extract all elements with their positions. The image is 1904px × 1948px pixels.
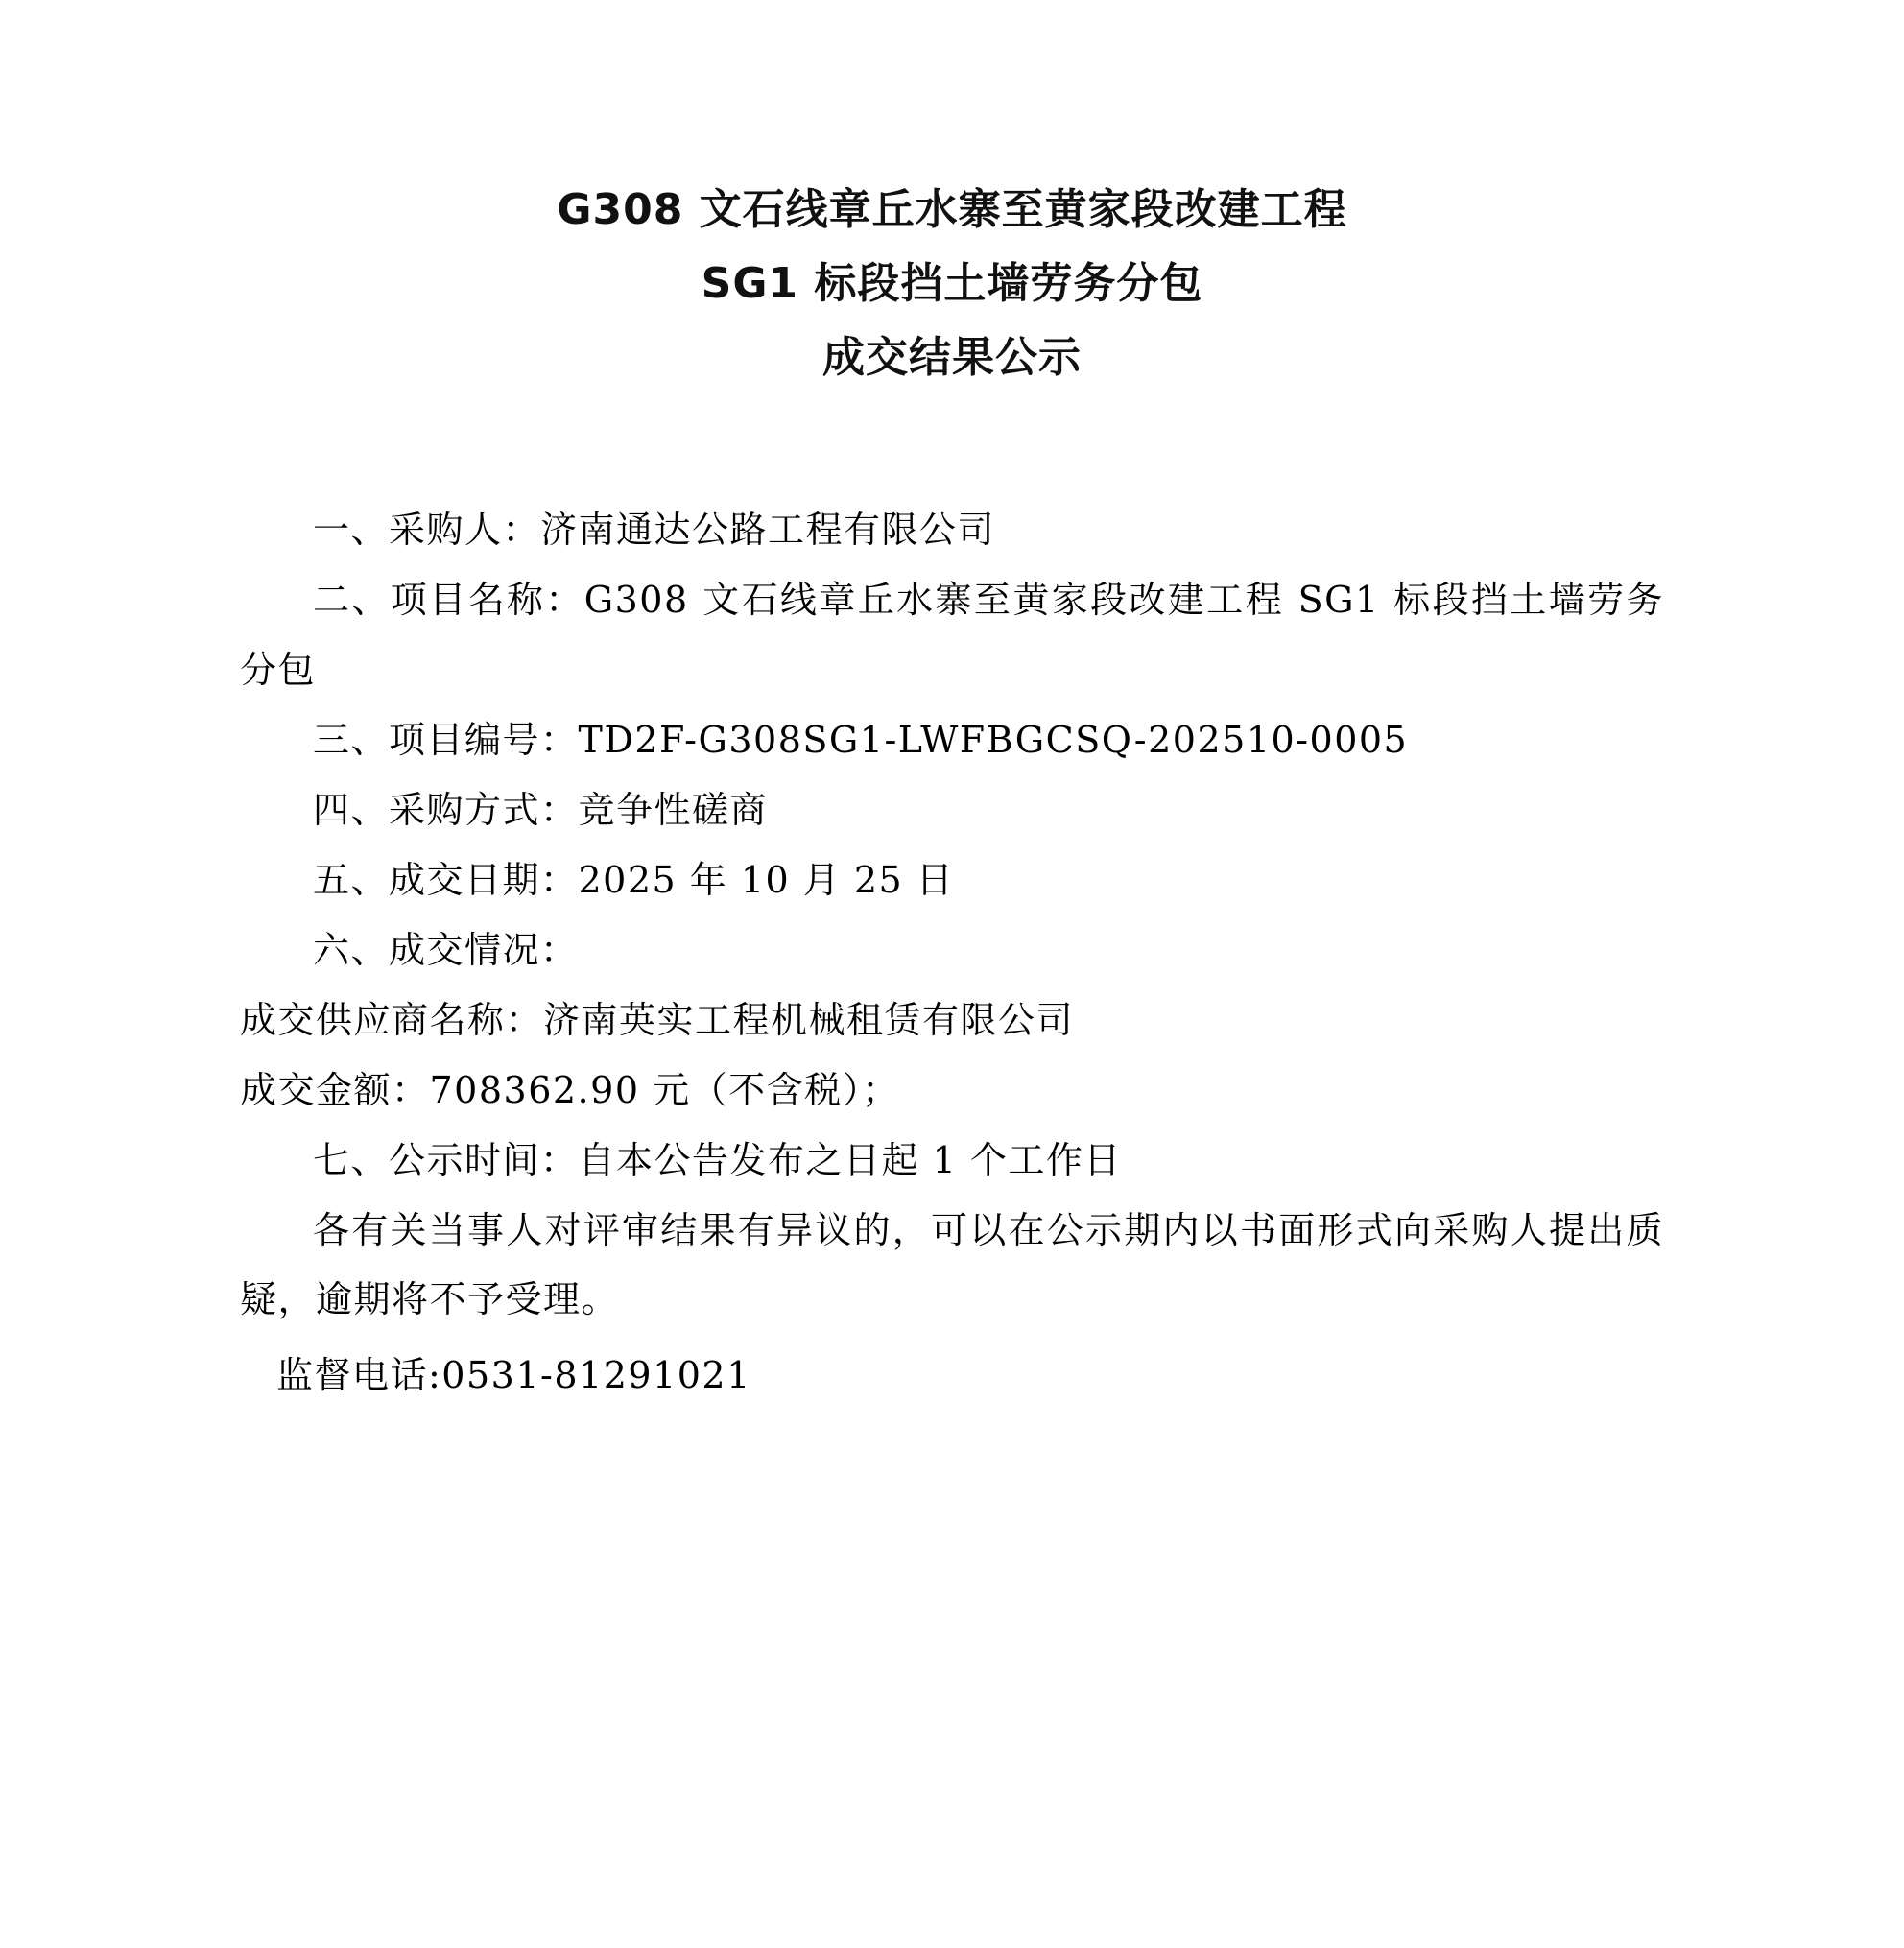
document-title <box>240 173 1664 394</box>
paragraph-publicity-period: 七、公示时间：自本公告发布之日起 1 个工作日 <box>313 1138 1122 1181</box>
paragraph-award-date: 五、成交日期：2025 年 10 月 25 日 <box>313 858 955 901</box>
paragraph-project-number: 三、项目编号：TD2F-G308SG1-LWFBGCSQ-202510-0005 <box>313 718 1409 761</box>
paragraph-objection-notice: 各有关当事人对评审结果有异议的，可以在公示期内以书面形式向采购人提出质疑，逾期将不予受理。 <box>240 1208 1664 1321</box>
paragraph-winning-supplier: 成交供应商名称：济南英实工程机械租赁有限公司 <box>240 998 1075 1041</box>
paragraph-procurement-method: 四、采购方式：竞争性磋商 <box>313 788 769 831</box>
paragraph-award-situation-heading: 六、成交情况： <box>313 928 579 971</box>
title-line-2: SG1 标段挡土墙劳务分包 <box>701 259 1203 308</box>
paragraph-project-name: 二、项目名称：G308 文石线章丘水寨至黄家段改建工程 SG1 标段挡土墙劳务分包 <box>240 578 1664 691</box>
title-line-3: 成交结果公示 <box>822 333 1082 382</box>
paragraph-purchaser: 一、采购人：济南通达公路工程有限公司 <box>313 509 996 551</box>
document-body <box>240 495 1664 1411</box>
paragraph-award-amount: 成交金额：708362.90 元（不含税）； <box>240 1068 900 1111</box>
paragraph-supervision-phone: 监督电话:0531-81291021 <box>276 1354 751 1397</box>
title-line-1: G308 文石线章丘水寨至黄家段改建工程 <box>557 185 1347 234</box>
